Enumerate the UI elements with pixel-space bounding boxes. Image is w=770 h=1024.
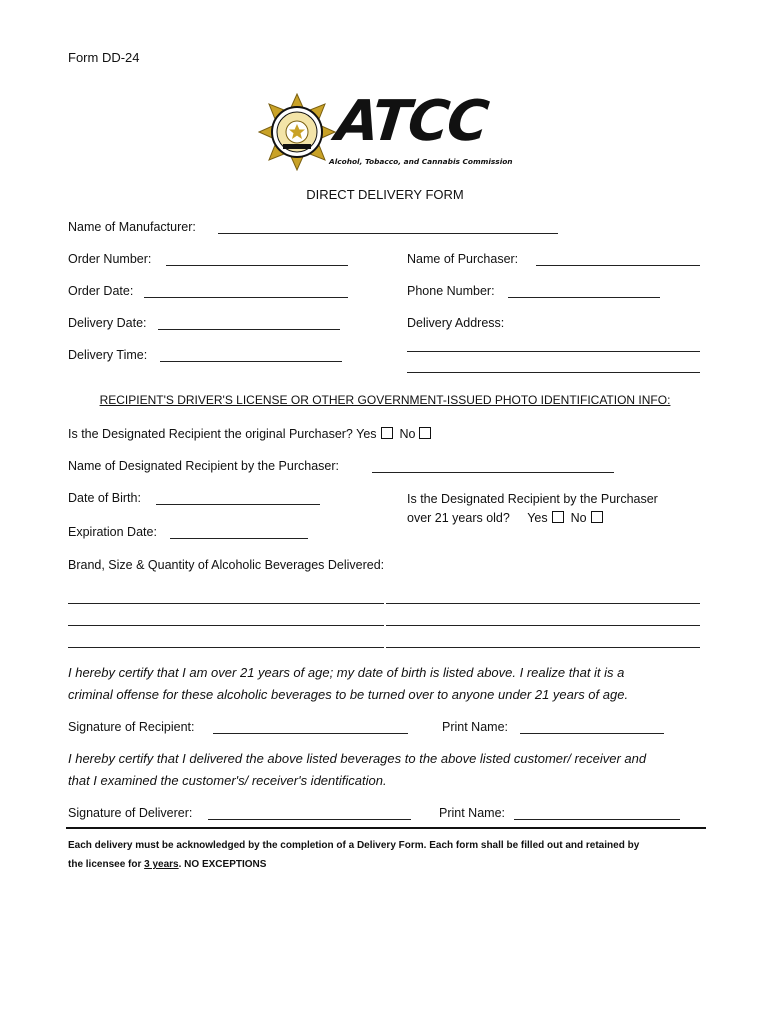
order-number-label: Order Number: [68, 252, 152, 266]
over21-question [407, 511, 603, 525]
expiration-label: Expiration Date: [68, 525, 157, 539]
manufacturer-label: Name of Manufacturer: [68, 220, 196, 234]
deliverer-signature-label: Signature of Deliverer: [68, 806, 193, 820]
form-number: Form DD-24 [68, 50, 140, 65]
beverages-line-1b[interactable] [386, 603, 700, 604]
address-label: Delivery Address: [407, 316, 505, 330]
beverages-line-2b[interactable] [386, 625, 700, 626]
recipient-print-name-label: Print Name: [442, 720, 508, 734]
id-section-heading: RECIPIENT'S DRIVER'S LICENSE OR OTHER GOVERNMENT-ISSUED PHOTO IDENTIFICATION INFO: [99, 393, 671, 407]
expiration-field[interactable] [170, 538, 308, 539]
footer-retention-period: 3 years [144, 859, 179, 870]
logo-acronym: ATCC [332, 89, 490, 154]
order-date-label: Order Date: [68, 284, 134, 298]
purchaser-label: Name of Purchaser: [407, 252, 519, 266]
purchaser-field[interactable] [536, 265, 700, 266]
deliverer-cert-line2: that I examined the customer's/ receiver's identification. [68, 773, 387, 788]
recipient-cert-line2: criminal offense for these alcoholic beverages to be turned over to anyone under 21 years of age. [68, 687, 629, 702]
over21-yes-label: Yes [527, 511, 548, 525]
recipient-print-name-field[interactable] [520, 733, 664, 734]
footer-line1: Each delivery must be acknowledged by the completion of a Delivery Form. Each form shall be filled out and retained by [68, 840, 640, 851]
dob-field[interactable] [156, 504, 320, 505]
over21-question-line2: over 21 years old? [407, 511, 510, 525]
deliverer-signature-field[interactable] [208, 819, 411, 820]
delivery-time-label: Delivery Time: [68, 348, 148, 362]
order-number-field[interactable] [166, 265, 348, 266]
deliverer-print-name-label: Print Name: [439, 806, 505, 820]
manufacturer-field[interactable] [218, 233, 558, 234]
over21-no-checkbox[interactable] [591, 511, 603, 523]
logo-subtitle: Alcohol, Tobacco, and Cannabis Commission [329, 157, 513, 166]
address-field-line-2[interactable] [407, 372, 700, 373]
deliverer-cert-line1: I hereby certify that I delivered the above listed beverages to the above listed customer/ receiver and [68, 751, 647, 766]
deliverer-print-name-field[interactable] [514, 819, 680, 820]
original-purchaser-question-text: Is the Designated Recipient the original Purchaser? [68, 427, 353, 441]
page-title: DIRECT DELIVERY FORM [306, 187, 464, 202]
atcc-logo [258, 89, 520, 171]
recipient-signature-field[interactable] [213, 733, 408, 734]
delivery-date-label: Delivery Date: [68, 316, 147, 330]
recipient-signature-label: Signature of Recipient: [68, 720, 195, 734]
footer-line2-pre: the licensee for [68, 859, 145, 870]
beverages-label: Brand, Size & Quantity of Alcoholic Beverages Delivered: [68, 558, 385, 572]
footer-divider [66, 827, 706, 829]
designated-name-field[interactable] [372, 472, 614, 473]
phone-label: Phone Number: [407, 284, 495, 298]
beverages-line-3a[interactable] [68, 647, 384, 648]
over21-question-line1: Is the Designated Recipient by the Purchaser [407, 492, 658, 506]
address-field-line-1[interactable] [407, 351, 700, 352]
designated-name-label: Name of Designated Recipient by the Purchaser: [68, 459, 339, 473]
footer-line2 [68, 859, 266, 870]
state-seal-icon [258, 93, 336, 171]
recipient-cert-line1: I hereby certify that I am over 21 years of age; my date of birth is listed above. I realize that it is a [68, 665, 625, 680]
original-purchaser-no-checkbox[interactable] [419, 427, 431, 439]
original-purchaser-no-label: No [399, 427, 416, 441]
original-purchaser-question [68, 427, 431, 441]
over21-no-label: No [570, 511, 587, 525]
over21-yes-checkbox[interactable] [552, 511, 564, 523]
dob-label: Date of Birth: [68, 491, 141, 505]
footer-line2-post: . NO EXCEPTIONS [178, 859, 267, 870]
phone-field[interactable] [508, 297, 660, 298]
beverages-line-3b[interactable] [386, 647, 700, 648]
original-purchaser-yes-checkbox[interactable] [381, 427, 393, 439]
beverages-line-2a[interactable] [68, 625, 384, 626]
beverages-line-1a[interactable] [68, 603, 384, 604]
delivery-time-field[interactable] [160, 361, 342, 362]
original-purchaser-yes-label: Yes [356, 427, 377, 441]
delivery-date-field[interactable] [158, 329, 340, 330]
order-date-field[interactable] [144, 297, 348, 298]
